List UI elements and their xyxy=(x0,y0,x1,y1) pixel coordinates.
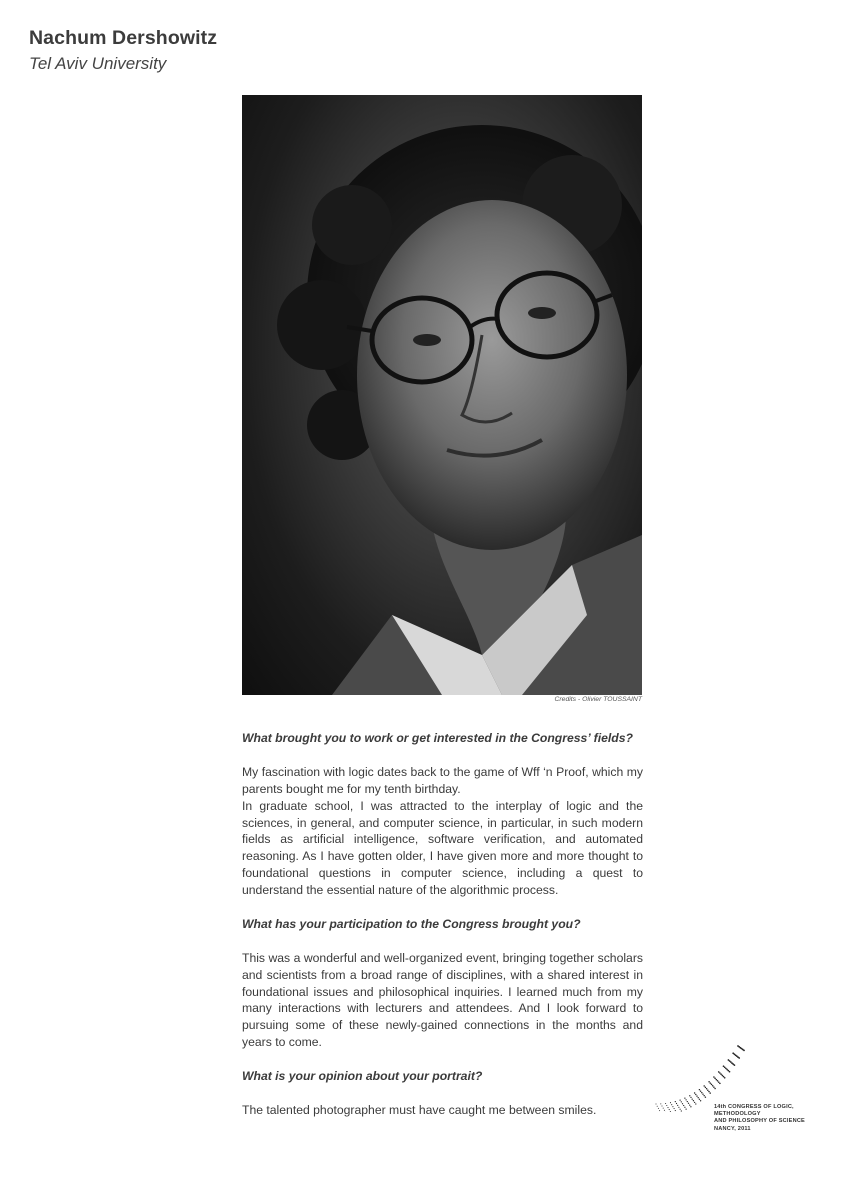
portrait-photo xyxy=(242,95,642,695)
answer-1-paragraph-2: In graduate school, I was attracted to the interplay of logic and the sciences, in general, and computer science, in particular, in such modern fields as artificial intelligence, software verification, and automated reasoning. As I have gotten older, I have given more and more thought to foundational questions in computer science, including a quest to understand the essential nature of the algorithmic process. xyxy=(242,798,643,898)
logo-dot xyxy=(724,1077,726,1079)
logo-dot xyxy=(692,1098,693,1099)
logo-dot xyxy=(705,1087,706,1088)
logo-dot xyxy=(703,1095,704,1096)
logo-dot xyxy=(718,1071,720,1073)
logo-dot xyxy=(676,1103,677,1104)
logo-dot xyxy=(690,1106,691,1107)
logo-dot xyxy=(713,1076,715,1078)
logo-dot xyxy=(674,1108,675,1109)
logo-dot xyxy=(679,1099,680,1100)
logo-dot xyxy=(693,1100,694,1101)
logo-dot xyxy=(663,1108,664,1109)
logo-dot xyxy=(720,1073,722,1075)
logo-dot xyxy=(660,1103,661,1104)
logo-dot xyxy=(695,1103,696,1104)
logo-dot xyxy=(705,1096,706,1097)
logo-dot xyxy=(709,1092,710,1093)
logo-dot xyxy=(713,1086,715,1088)
logo-dot xyxy=(700,1100,701,1101)
logo-dot xyxy=(666,1105,667,1106)
question-2: What has your participation to the Congress brought you? xyxy=(242,916,581,931)
logo-dot xyxy=(718,1081,720,1083)
logo-dot xyxy=(670,1102,671,1103)
question-3: What is your opinion about your portrait? xyxy=(242,1069,483,1084)
logo-dot xyxy=(710,1082,712,1084)
logo-dot xyxy=(656,1104,657,1105)
logo-line-1: 14th CONGRESS OF LOGIC, xyxy=(714,1104,794,1110)
logo-dots-graphic xyxy=(654,1042,804,1112)
logo-line-3: AND PHILOSOPHY OF SCIENCE xyxy=(714,1118,805,1125)
logo-dot xyxy=(681,1101,682,1102)
logo-dot xyxy=(685,1099,686,1100)
logo-dot xyxy=(708,1091,709,1092)
question-1: What brought you to work or get interested in the Congress’ fields? xyxy=(242,731,633,745)
congress-logo-text xyxy=(714,1104,805,1133)
logo-dot xyxy=(716,1079,718,1081)
logo-dot xyxy=(675,1110,676,1111)
interview xyxy=(242,730,643,1136)
logo-dot xyxy=(671,1104,672,1105)
logo-dot xyxy=(682,1103,683,1104)
logo-dot xyxy=(717,1080,719,1082)
logo-dot xyxy=(680,1109,681,1110)
logo-dot xyxy=(665,1103,666,1104)
logo-dot xyxy=(729,1071,731,1073)
logo-dot xyxy=(738,1057,740,1059)
logo-dot xyxy=(714,1088,716,1090)
logo-dot xyxy=(706,1088,707,1089)
logo-dot xyxy=(689,1095,690,1096)
logo-dot xyxy=(707,1089,708,1090)
logo-dot xyxy=(712,1085,714,1087)
logo-dot xyxy=(743,1050,745,1052)
portrait-illustration xyxy=(242,95,642,695)
logo-dot xyxy=(699,1099,700,1100)
logo-dot xyxy=(688,1103,689,1104)
logo-dot xyxy=(683,1105,684,1106)
logo-dot xyxy=(700,1090,701,1091)
logo-dot xyxy=(721,1075,723,1077)
logo-dot xyxy=(684,1097,685,1098)
logo-dot xyxy=(657,1106,658,1107)
logo-dot xyxy=(719,1072,721,1074)
logo-dot xyxy=(694,1092,695,1093)
logo-dot xyxy=(696,1095,697,1096)
logo-dot xyxy=(670,1111,671,1112)
logo-dot xyxy=(661,1105,662,1106)
logo-dot xyxy=(714,1078,716,1080)
logo-dot xyxy=(681,1110,682,1111)
logo-dot xyxy=(711,1084,713,1086)
logo-dot xyxy=(699,1089,700,1090)
logo-dot xyxy=(664,1110,665,1111)
person-name: Nachum Dershowitz xyxy=(29,27,218,49)
logo-line-4: NANCY, 2011 xyxy=(714,1125,751,1132)
logo-line-2: METHODOLOGY xyxy=(714,1111,761,1118)
logo-dot xyxy=(669,1109,670,1110)
affiliation: Tel Aviv University xyxy=(29,54,167,73)
logo-dot xyxy=(684,1107,685,1108)
logo-dot xyxy=(702,1093,703,1094)
logo-dot xyxy=(695,1094,696,1095)
logo-dot xyxy=(719,1083,721,1085)
answer-1-paragraph-1: My fascination with logic dates back to the game of Wff ‘n Proof, which my parents bought me for my tenth birthday. xyxy=(242,764,643,796)
logo-dot xyxy=(723,1076,725,1078)
logo-dot xyxy=(677,1105,678,1106)
logo-dot xyxy=(685,1108,686,1109)
logo-dot xyxy=(703,1085,704,1086)
logo-dot xyxy=(672,1106,673,1107)
answer-3-paragraph-1: The talented photographer must have caught me between smiles. xyxy=(242,1102,597,1117)
logo-dot xyxy=(698,1097,699,1098)
logo-dot xyxy=(675,1101,676,1102)
logo-dot xyxy=(687,1101,688,1102)
logo-dot xyxy=(690,1097,691,1098)
logo-dot xyxy=(678,1107,679,1108)
logo-dot xyxy=(689,1104,690,1105)
logo-dot xyxy=(667,1107,668,1108)
logo-dot xyxy=(658,1108,659,1109)
photo-credits: Credits - Olivier TOUSSAINT xyxy=(554,696,642,703)
logo-dot xyxy=(659,1110,660,1111)
logo-dot xyxy=(694,1102,695,1103)
logo-dot xyxy=(734,1064,736,1066)
logo-dot xyxy=(701,1092,702,1093)
answer-2-paragraph-1: This was a wonderful and well-organized event, bringing together scholars and scientists from a broad range of disciplines, with a shared interest in foundational issues and philosophical inquiries. I learned much from my many interactions with lecturers and attendees. And I look forward to pursuing some of these newly-gained connections in the months and years to come. xyxy=(242,950,643,1050)
logo-dot xyxy=(708,1081,710,1083)
